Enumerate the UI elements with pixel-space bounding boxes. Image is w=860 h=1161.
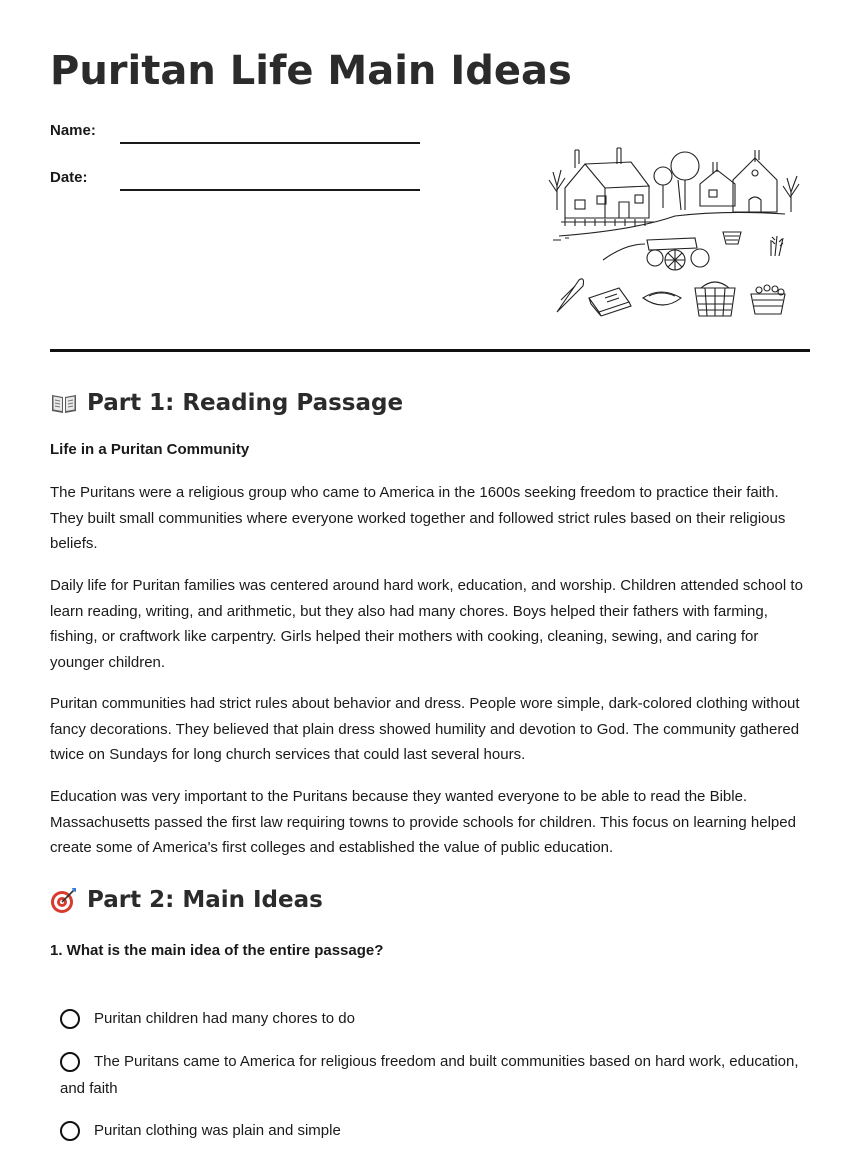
date-blank-line[interactable] <box>120 189 420 191</box>
answer-option-text: Puritan clothing was plain and simple <box>94 1122 341 1139</box>
basket-icon <box>723 232 741 244</box>
part2-heading-text: Part 2: Main Ideas <box>87 887 323 913</box>
page-title: Puritan Life Main Ideas <box>50 48 572 94</box>
answer-option-text: Puritan children had many chores to do <box>94 1010 355 1027</box>
name-field-row <box>50 122 430 148</box>
name-label: Name: <box>50 122 96 139</box>
target-dart-icon <box>50 886 78 914</box>
bowl-icon <box>643 292 681 305</box>
radio-button[interactable] <box>60 1121 80 1141</box>
part1-heading-text: Part 1: Reading Passage <box>87 390 404 416</box>
village-houses-icon <box>549 148 799 240</box>
date-label: Date: <box>50 169 88 186</box>
answer-option[interactable] <box>60 1005 800 1032</box>
radio-button[interactable] <box>60 1052 80 1072</box>
passage-paragraph: The Puritans were a religious group who came to America in the 1600s seeking freedom to practice their faith. They built small communities where everyone worked together and followed strict rules based on their religious beliefs. <box>50 484 786 553</box>
part1-heading <box>50 389 403 417</box>
question-1: 1. What is the main idea of the entire passage? <box>50 942 384 959</box>
puritan-village-illustration <box>545 140 805 320</box>
answer-option[interactable] <box>60 1048 800 1102</box>
passage-paragraph: Education was very important to the Puritans because they wanted everyone to be able to read the Bible. Massachusetts passed the first law requiring towns to provide schools for children. This focus on learning helped create some of America's first colleges and established the value of public education. <box>50 788 796 857</box>
wheat-icon <box>771 236 783 256</box>
open-book-icon <box>50 389 78 417</box>
answer-option-text: The Puritans came to America for religious freedom and built communities based on hard work, education, and faith <box>60 1053 799 1097</box>
wagon-icon <box>603 238 709 270</box>
bread-basket-icon <box>751 285 785 314</box>
quill-icon <box>557 279 584 312</box>
book-icon <box>589 288 631 316</box>
woven-basket-icon <box>695 282 735 316</box>
radio-button[interactable] <box>60 1009 80 1029</box>
date-field-row <box>50 169 430 195</box>
passage-title: Life in a Puritan Community <box>50 441 250 458</box>
name-blank-line[interactable] <box>120 142 420 144</box>
part2-heading <box>50 886 323 914</box>
answer-option[interactable] <box>60 1117 800 1144</box>
passage-paragraph: Daily life for Puritan families was centered around hard work, education, and worship. Children attended school to learn reading, writing, and arithmetic, but they also had many chores. Boys helped their fathers with farming, fishing, or craftwork like carpentry. Girls helped their mothers with cooking, cleaning, sewing, and caring for younger children. <box>50 577 803 672</box>
passage-paragraph: Puritan communities had strict rules about behavior and dress. People wore simple, dark-colored clothing without fancy decorations. They believed that plain dress showed humility and devotion to God. The community gathered twice on Sundays for long church services that could last several hours. <box>50 695 800 764</box>
header-divider <box>50 349 810 352</box>
